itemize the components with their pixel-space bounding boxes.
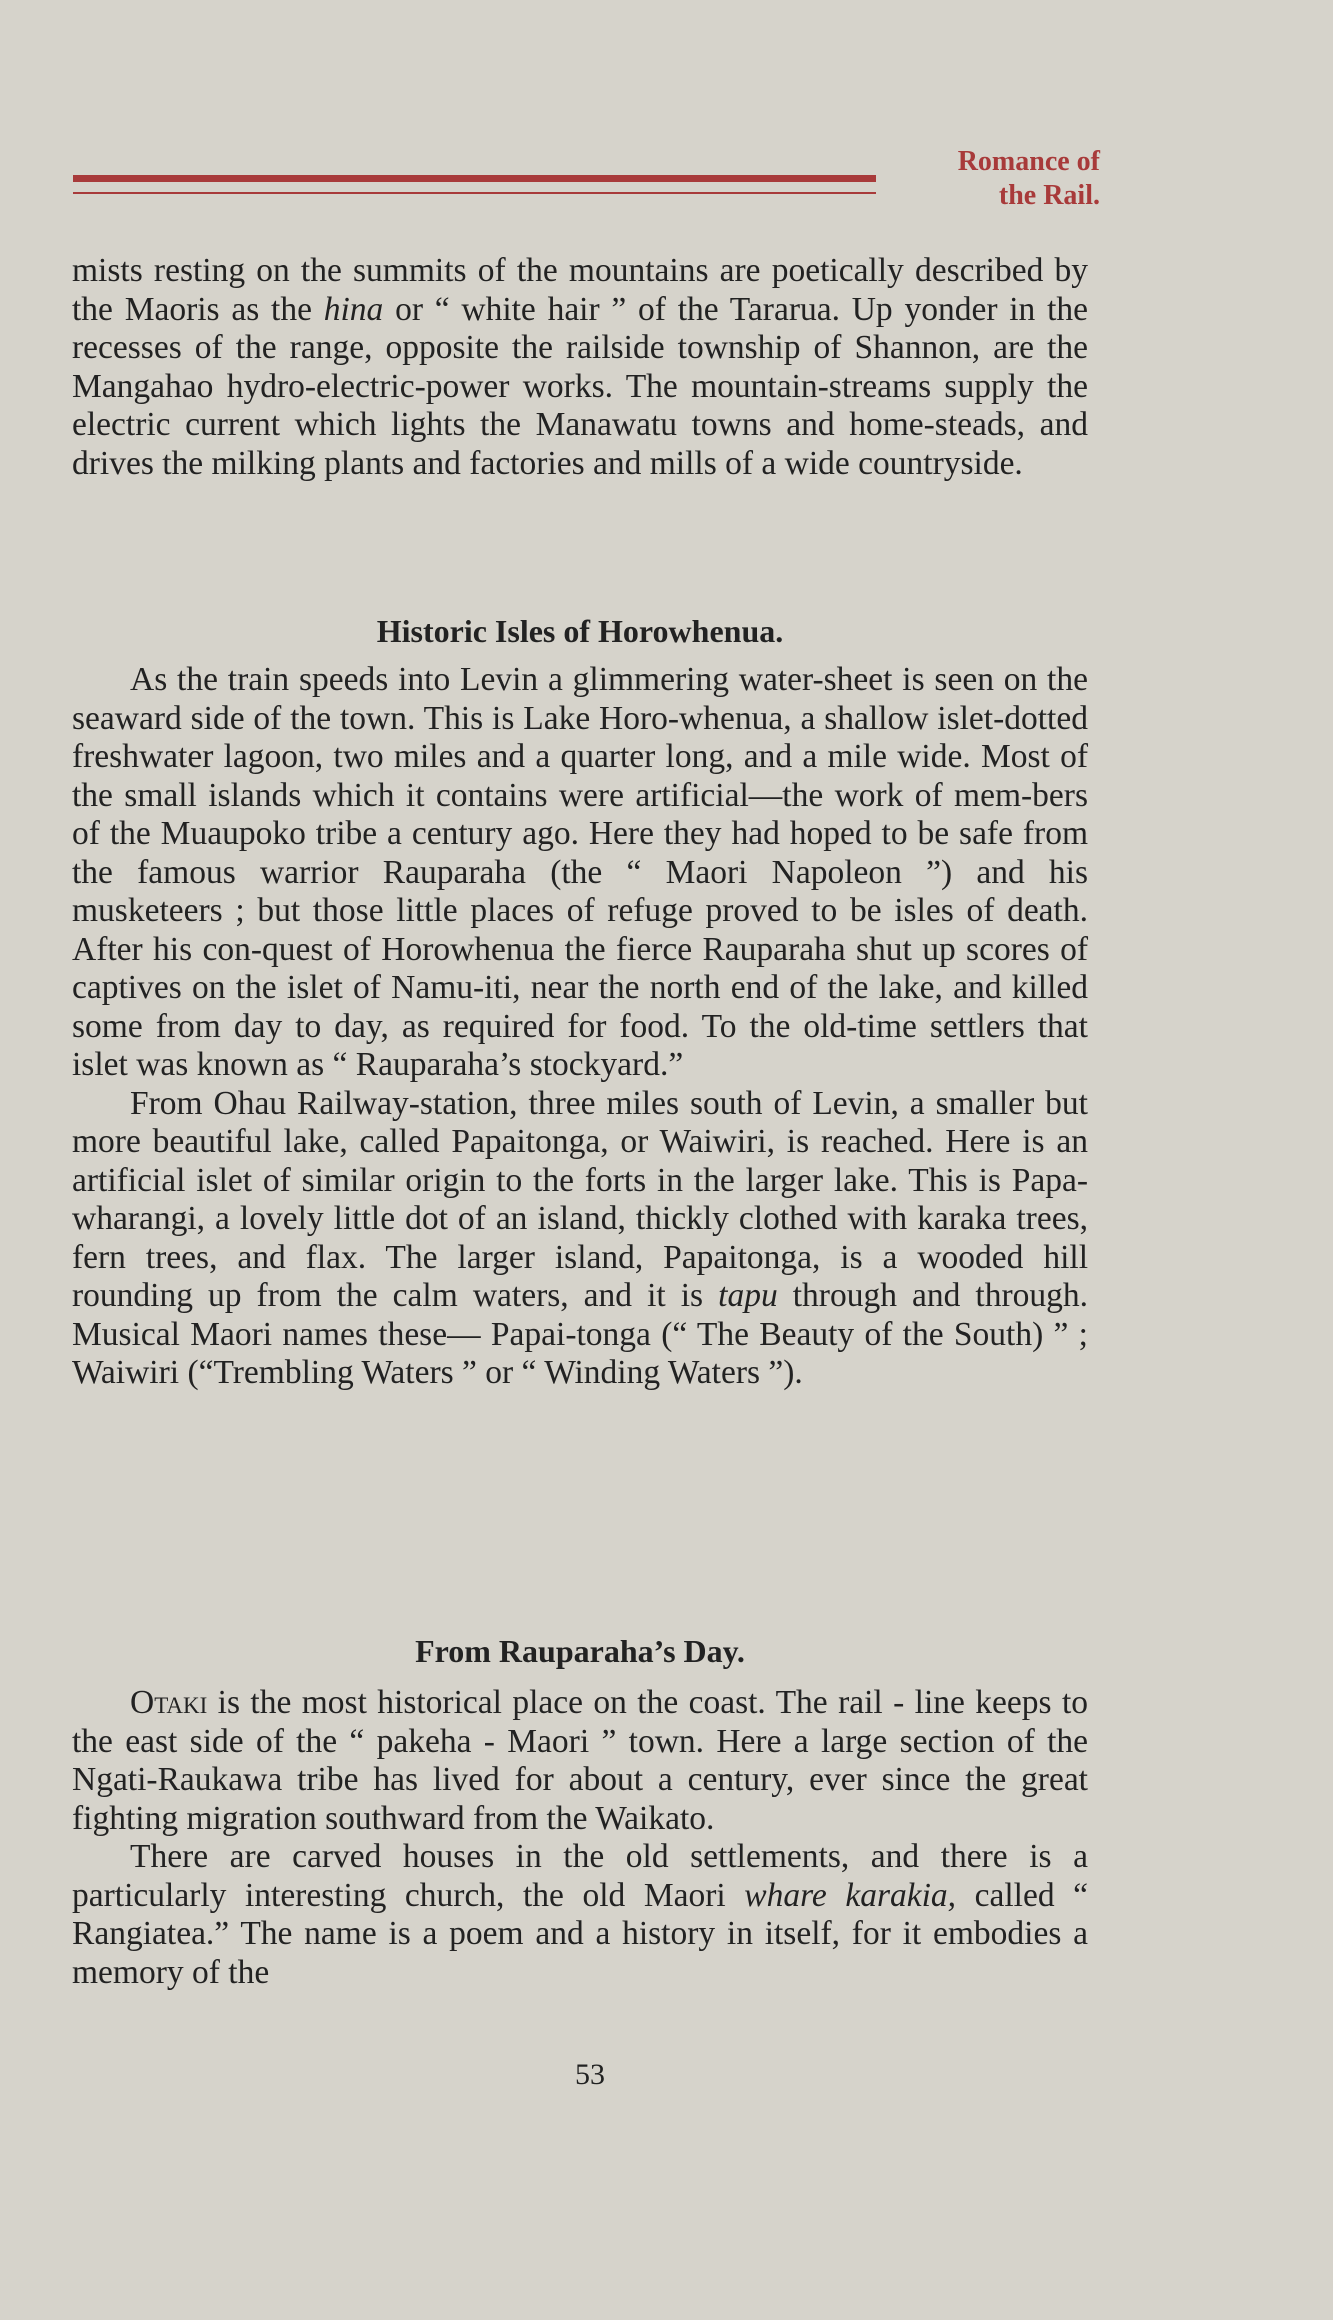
running-head-line2: the Rail. — [998, 180, 1100, 211]
section-paragraph: As the train speeds into Levin a glimmering water-sheet is seen on the seaward side of the town. This is Lake Horo-whenua, a shallow islet-dotted freshwater lagoon, two miles and a quarter long, and a mile wide. Most of the small islands which it contains were artificial—the work of mem-bers of the Muaupoko tribe a century ago. Here they had hoped to be safe from the famous warrior Rauparaha (the “ Maori Napoleon ”) and his musketeers ; but those little places of refuge proved to be isles of death. After his con-quest of Horowhenua the fierce Rauparaha shut up scores of captives on the islet of Namu-iti, near the north end of the lake, and killed some from day to day, as required for food. To the old-time settlers that islet was known as “ Rauparaha’s stockyard.” — [72, 661, 1088, 1083]
section-paragraph — [72, 1684, 1088, 1838]
header-rule-thin — [73, 192, 876, 194]
small-caps-place-name: Otaki — [130, 1684, 208, 1721]
section-horowhenua-body — [72, 661, 1088, 1393]
page-number: 53 — [575, 2058, 605, 2091]
paragraph-text: called “ Rangiatea.” The name is a poem and a history in itself, for it embodies a memory of the — [72, 1876, 1088, 1991]
paragraph-text: through and through. Musical Maori names these— Papai-tonga (“ The Beauty of the South) ” ; Waiwiri (“Trembling Waters ” or “ Winding Waters ”). — [72, 1277, 1089, 1391]
header-rule-thick — [73, 175, 876, 182]
section-heading-rauparaha: From Rauparaha’s Day. — [415, 1633, 745, 1669]
paragraph-text: From Ohau Railway-station, three miles south of Levin, a smaller but more beautiful lake, called Papaitonga, or Waiwiri, is reached. Here is an artificial islet of similar origin to the forts in the larger lake. This is Papa-wharangi, a lovely little dot of an island, thickly clothed with karaka trees, fern trees, and flax. The larger island, Papaitonga, is a wooded hill rounding up from the calm waters, and it is — [72, 1084, 1088, 1314]
section-heading-horowhenua: Historic Isles of Horowhenua. — [376, 613, 784, 649]
opening-paragraph-block — [72, 252, 1088, 483]
running-head — [880, 145, 1100, 213]
section-rauparaha-body — [72, 1684, 1088, 1992]
paragraph-text: is the most historical place on the coast. The rail - line keeps to the east side of the “ pakeha - Maori ” town. Here a large section of the Ngati-Raukawa tribe has lived for about a century, ever since the great fighting migration southward from the Waikato. — [72, 1684, 1088, 1837]
section-paragraph — [72, 1838, 1088, 1992]
paragraph-text: or “ white hair ” of the Tararua. Up yonder in the recesses of the range, opposite the railside township of Shannon, are the Mangahao hydro-electric-power works. The mountain-streams supply the electric current which lights the Manawatu towns and home-steads, and drives the milking plants and factories and mills of a wide countryside. — [72, 290, 1088, 482]
paragraph-text: mists resting on the summits of the mountains are poetically described by the Maoris as the — [72, 252, 1088, 328]
running-head-line1: Romance of — [957, 146, 1100, 177]
italic-term: whare karakia, — [744, 1876, 957, 1914]
italic-term: tapu — [718, 1277, 778, 1314]
opening-paragraph — [72, 252, 1088, 483]
italic-term: hina — [323, 290, 384, 328]
paragraph-text: There are carved houses in the old settlements, and there is a particularly interesting church, the old Maori — [72, 1838, 1088, 1914]
section-paragraph — [72, 1085, 1088, 1393]
